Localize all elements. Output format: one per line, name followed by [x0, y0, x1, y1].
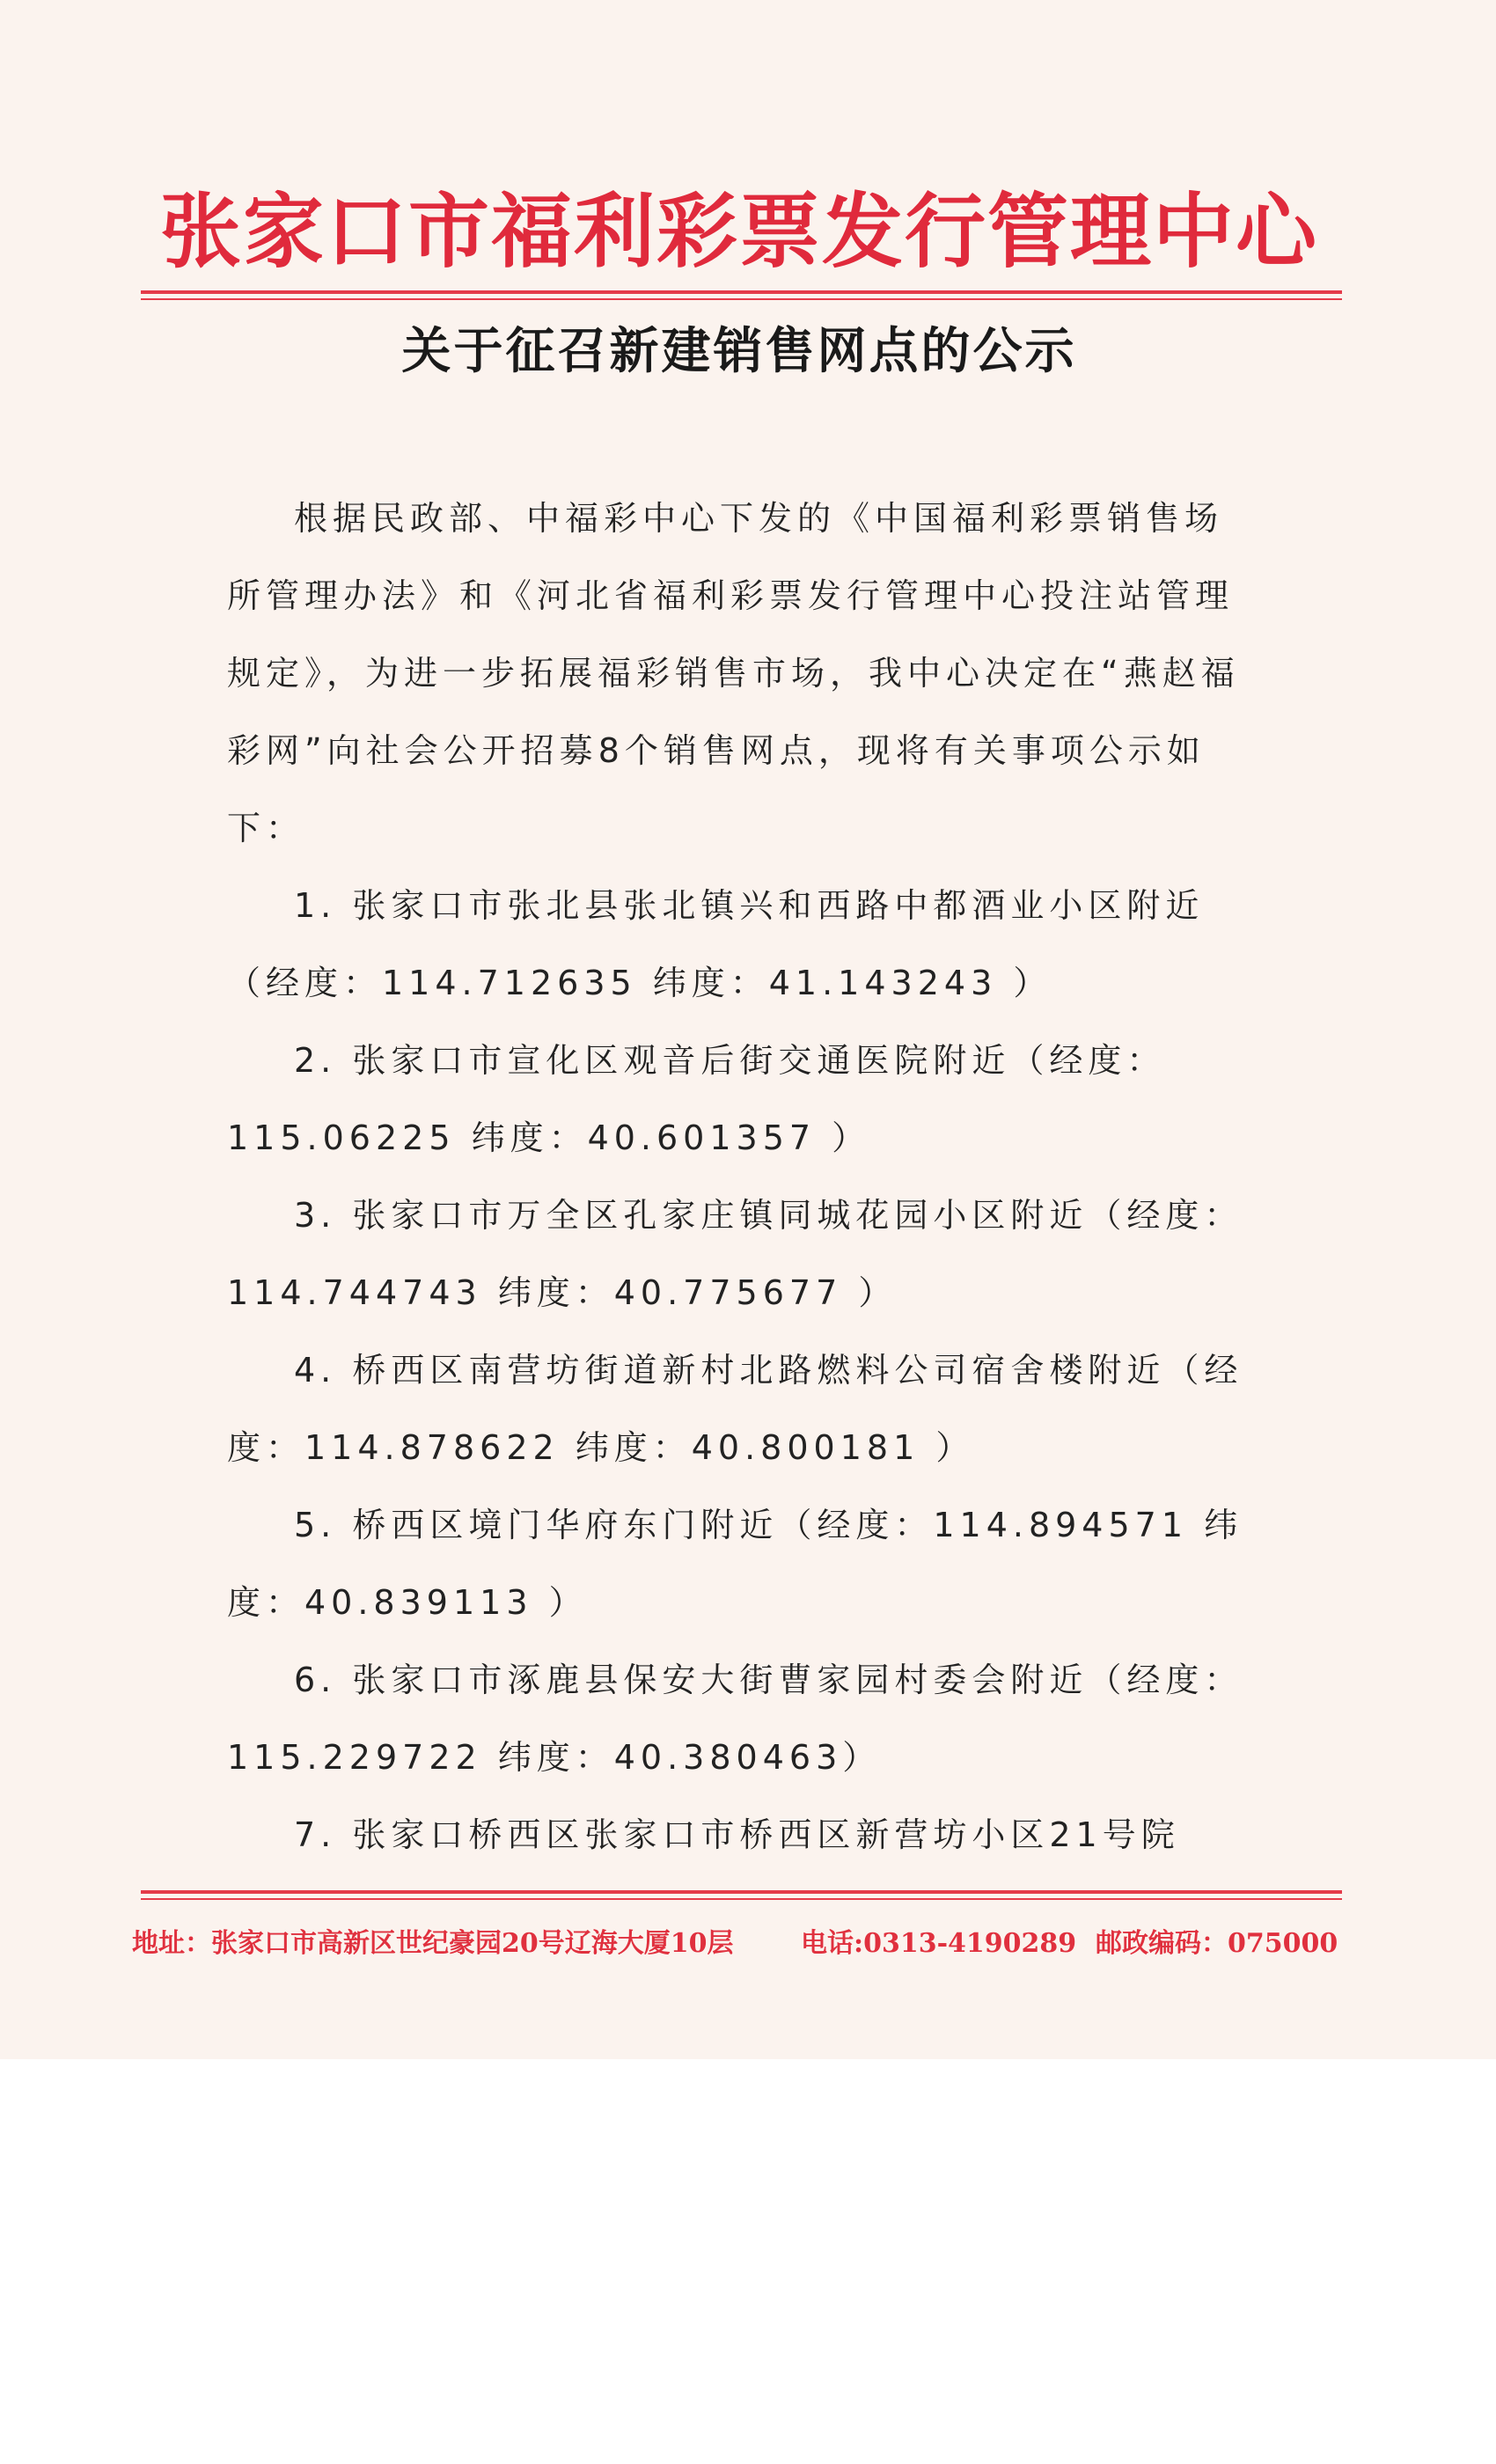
- footer-phone: 电话:0313-4190289: [801, 1928, 1077, 1959]
- footer-rule-top: [141, 1890, 1342, 1894]
- list-item: 6. 张家口市涿鹿县保安大街曹家园村委会附近（经度：115.229722 纬度：40.380463）: [227, 1661, 1243, 1777]
- intro-paragraph: 根据民政部、中福彩中心下发的《中国福利彩票销售场所管理办法》和《河北省福利彩票发行管理中心投注站管理规定》，为进一步拓展福彩销售市场，我中心决定在“燕赵福彩网”向社会公开招募8个销售网点，现将有关事项公示如下：: [227, 499, 1240, 847]
- list-item: 2. 张家口市宣化区观音后街交通医院附近（经度：115.06225 纬度：40.601357 ）: [227, 1041, 1166, 1157]
- list-item: 5. 桥西区境门华府东门附近（经度：114.894571 纬度：40.839113 ）: [227, 1506, 1243, 1622]
- list-item: 4. 桥西区南营坊街道新村北路燃料公司宿舍楼附近（经度：114.878622 纬度：40.800181 ）: [227, 1351, 1243, 1467]
- letterhead-organization: 张家口市福利彩票发行管理中心: [159, 184, 1318, 279]
- list-item: 7. 张家口桥西区张家口市桥西区新营坊小区21号院: [294, 1815, 1180, 1854]
- footer-address: 地址：张家口市高新区世纪豪园20号辽海大厦10层: [132, 1928, 734, 1959]
- header-rule-bottom: [141, 298, 1342, 300]
- list-item: 1. 张家口市张北县张北镇兴和西路中都酒业小区附近（经度：114.712635 纬度：41.143243 ）: [227, 886, 1205, 1002]
- header-rule-top: [141, 290, 1342, 294]
- document-body: [227, 480, 1252, 1874]
- document-title: 关于征召新建销售网点的公示: [401, 322, 1077, 380]
- footer-postcode: 邮政编码：075000: [1096, 1928, 1338, 1959]
- footer-rule-bottom: [141, 1898, 1342, 1900]
- list-item: 3. 张家口市万全区孔家庄镇同城花园小区附近（经度：114.744743 纬度：40.775677 ）: [227, 1196, 1243, 1312]
